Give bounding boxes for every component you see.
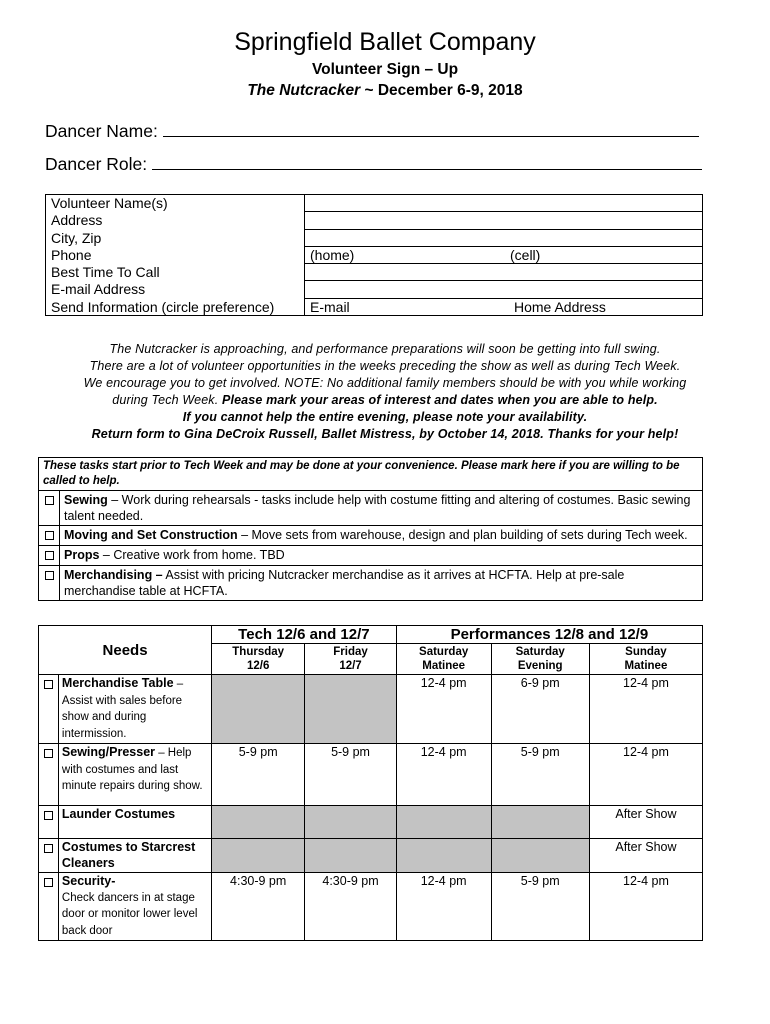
dancer-role-label: Dancer Role: (45, 154, 148, 174)
time-slot-cell[interactable]: After Show (589, 806, 702, 839)
unavailable-cell (491, 839, 589, 873)
checkbox-icon[interactable] (45, 551, 54, 560)
unavailable-cell (212, 806, 305, 839)
need-task-name: Costumes to Starcrest Cleaners (61, 840, 196, 870)
show-name: The Nutcracker (247, 82, 361, 99)
performances-header: Performances 12/8 and 12/9 (396, 626, 702, 644)
send-info-label: Send Information (circle preference) (46, 298, 305, 315)
need-task (58, 839, 211, 873)
column-header-line: Matinee (422, 660, 466, 672)
need-task-desc: Check dancers in at stage door or monitor lower level back door (61, 891, 198, 937)
dancer-role-row (45, 154, 702, 175)
checkbox-icon[interactable] (45, 571, 54, 580)
task-checkbox[interactable] (39, 546, 60, 566)
need-task-desc: – Help with costumes and last minute repairs during show. (61, 747, 203, 792)
task-desc: – Move sets from warehouse, design and plan building of sets during Tech week. (237, 528, 688, 542)
task-checkbox[interactable] (39, 526, 60, 546)
task-name: Merchandising – (64, 568, 163, 582)
phone-label: Phone (46, 246, 305, 263)
column-header (396, 644, 491, 675)
intro-line-bold: Please mark your areas of interest and dates when you are able to help. (221, 393, 658, 407)
task-row (39, 546, 703, 566)
send-home-address-option[interactable]: Home Address (514, 298, 606, 315)
task-checkbox[interactable] (39, 566, 60, 601)
task-text (60, 566, 703, 601)
volunteer-name-field[interactable] (305, 195, 703, 212)
need-task-name: Merchandise Table (61, 676, 174, 690)
column-header-line: Evening (517, 660, 563, 672)
task-name: Moving and Set Construction (64, 528, 238, 542)
time-slot-cell[interactable]: 4:30-9 pm (305, 873, 397, 941)
phone-field[interactable] (305, 246, 703, 263)
column-header-line: Matinee (624, 660, 668, 672)
unavailable-cell (212, 675, 305, 744)
need-task (58, 675, 211, 744)
page-subtitle: Volunteer Sign – Up (311, 61, 459, 78)
column-header-line: Saturday (515, 646, 565, 658)
need-checkbox[interactable] (39, 806, 59, 839)
need-task-name: Sewing/Presser (61, 745, 156, 759)
best-time-field[interactable] (305, 264, 703, 281)
need-checkbox[interactable] (39, 873, 59, 941)
checkbox-icon[interactable] (45, 496, 54, 505)
task-checkbox[interactable] (39, 491, 60, 526)
unavailable-cell (305, 675, 397, 744)
column-header-line: Sunday (625, 646, 667, 658)
address-label: Address (46, 212, 305, 229)
task-desc: – Creative work from home. TBD (99, 548, 285, 562)
need-task-name: Launder Costumes (61, 807, 176, 821)
show-dates: ~ December 6-9, 2018 (360, 82, 523, 99)
need-task-desc: – Assist with sales before show and during intermission. (61, 678, 184, 740)
task-row (39, 566, 703, 601)
task-text (60, 526, 703, 546)
needs-header: Needs (39, 626, 212, 675)
unavailable-cell (305, 806, 397, 839)
column-header-line: Saturday (419, 646, 469, 658)
needs-row (39, 839, 703, 873)
task-name: Sewing (64, 493, 108, 507)
checkbox-icon[interactable] (44, 749, 53, 758)
unavailable-cell (396, 839, 491, 873)
intro-line: If you cannot help the entire evening, please note your availability. (182, 410, 588, 424)
needs-row (39, 806, 703, 839)
city-zip-field[interactable] (305, 229, 703, 246)
intro-line (40, 392, 730, 409)
checkbox-icon[interactable] (44, 680, 53, 689)
volunteer-info-table (45, 194, 703, 316)
need-checkbox[interactable] (39, 675, 59, 744)
time-slot-cell[interactable]: 5-9 pm (305, 744, 397, 806)
task-text (60, 546, 703, 566)
intro-line: Return form to Gina DeCroix Russell, Ballet Mistress, by October 14, 2018. Thanks for your help! (91, 427, 679, 441)
page-title: Springfield Ballet Company (234, 28, 536, 56)
column-header (491, 644, 589, 675)
task-text (60, 491, 703, 526)
need-checkbox[interactable] (39, 839, 59, 873)
task-name: Props (64, 548, 100, 562)
time-slot-cell[interactable]: 12-4 pm (589, 744, 702, 806)
column-header-line: 12/6 (246, 660, 270, 672)
time-slot-cell[interactable]: 12-4 pm (589, 873, 702, 941)
unavailable-cell (212, 839, 305, 873)
dancer-name-row (45, 121, 699, 142)
needs-row (39, 873, 703, 941)
time-slot-cell[interactable]: 12-4 pm (589, 675, 702, 744)
task-row (39, 491, 703, 526)
column-header-line: Thursday (232, 646, 285, 658)
time-slot-cell[interactable]: 5-9 pm (212, 744, 305, 806)
unavailable-cell (396, 806, 491, 839)
needs-row (39, 675, 703, 744)
show-line (0, 82, 770, 100)
time-slot-cell[interactable]: 4:30-9 pm (212, 873, 305, 941)
column-header-line: Friday (333, 646, 368, 658)
intro-line: There are a lot of volunteer opportunities in the weeks preceding the show as well as during Tech Week. (89, 359, 681, 373)
task-desc: – Work during rehearsals - tasks include help with costume fitting and altering of costumes. Basic sewing talent needed. (64, 493, 691, 523)
email-label: E-mail Address (46, 281, 305, 298)
intro-line: The Nutcracker is approaching, and performance preparations will soon be getting into full swing. (109, 342, 661, 356)
task-row (39, 526, 703, 546)
tech-header: Tech 12/6 and 12/7 (212, 626, 397, 644)
time-slot-cell[interactable]: 12-4 pm (396, 873, 491, 941)
tasks-header: These tasks start prior to Tech Week and may be done at your convenience. Please mark here if you are willing to be called to help. (39, 458, 703, 491)
column-header-line: 12/7 (339, 660, 362, 672)
column-header (305, 644, 397, 675)
send-info-field[interactable] (305, 298, 703, 315)
intro-text (40, 341, 730, 443)
time-slot-cell[interactable]: 5-9 pm (491, 744, 589, 806)
unavailable-cell (305, 839, 397, 873)
checkbox-icon[interactable] (45, 531, 54, 540)
intro-line-part: during Tech Week. (112, 393, 222, 407)
unavailable-cell (491, 806, 589, 839)
city-zip-label: City, Zip (46, 229, 305, 246)
need-task-name: Security- (61, 874, 116, 888)
column-header (589, 644, 702, 675)
checkbox-icon[interactable] (44, 878, 53, 887)
time-slot-cell[interactable]: 12-4 pm (396, 744, 491, 806)
time-slot-cell[interactable]: After Show (589, 839, 702, 873)
checkbox-icon[interactable] (44, 844, 53, 853)
best-time-label: Best Time To Call (46, 264, 305, 281)
send-email-option[interactable]: E-mail (310, 298, 350, 315)
need-task (58, 806, 211, 839)
time-slot-cell[interactable]: 5-9 pm (491, 873, 589, 941)
needs-schedule-table (38, 625, 703, 941)
email-field[interactable] (305, 281, 703, 298)
intro-line: We encourage you to get involved. NOTE: No additional family members should be with you while working (83, 376, 687, 390)
time-slot-cell[interactable]: 6-9 pm (491, 675, 589, 744)
checkbox-icon[interactable] (44, 811, 53, 820)
phone-home-label: (home) (310, 246, 355, 263)
dancer-role-field[interactable] (152, 155, 702, 170)
address-field[interactable] (305, 212, 703, 229)
dancer-name-label: Dancer Name: (45, 121, 158, 141)
phone-cell-label: (cell) (510, 246, 541, 263)
time-slot-cell[interactable]: 12-4 pm (396, 675, 491, 744)
dancer-name-field[interactable] (163, 122, 699, 137)
volunteer-name-label: Volunteer Name(s) (46, 195, 305, 212)
need-checkbox[interactable] (39, 744, 59, 806)
need-task (58, 744, 211, 806)
task-desc: Assist with pricing Nutcracker merchandise as it arrives at HCFTA. Help at pre-sale merchandise table at HCFTA. (64, 568, 625, 598)
pre-tech-tasks-table (38, 457, 703, 601)
need-task (58, 873, 211, 941)
needs-row (39, 744, 703, 806)
column-header (212, 644, 305, 675)
